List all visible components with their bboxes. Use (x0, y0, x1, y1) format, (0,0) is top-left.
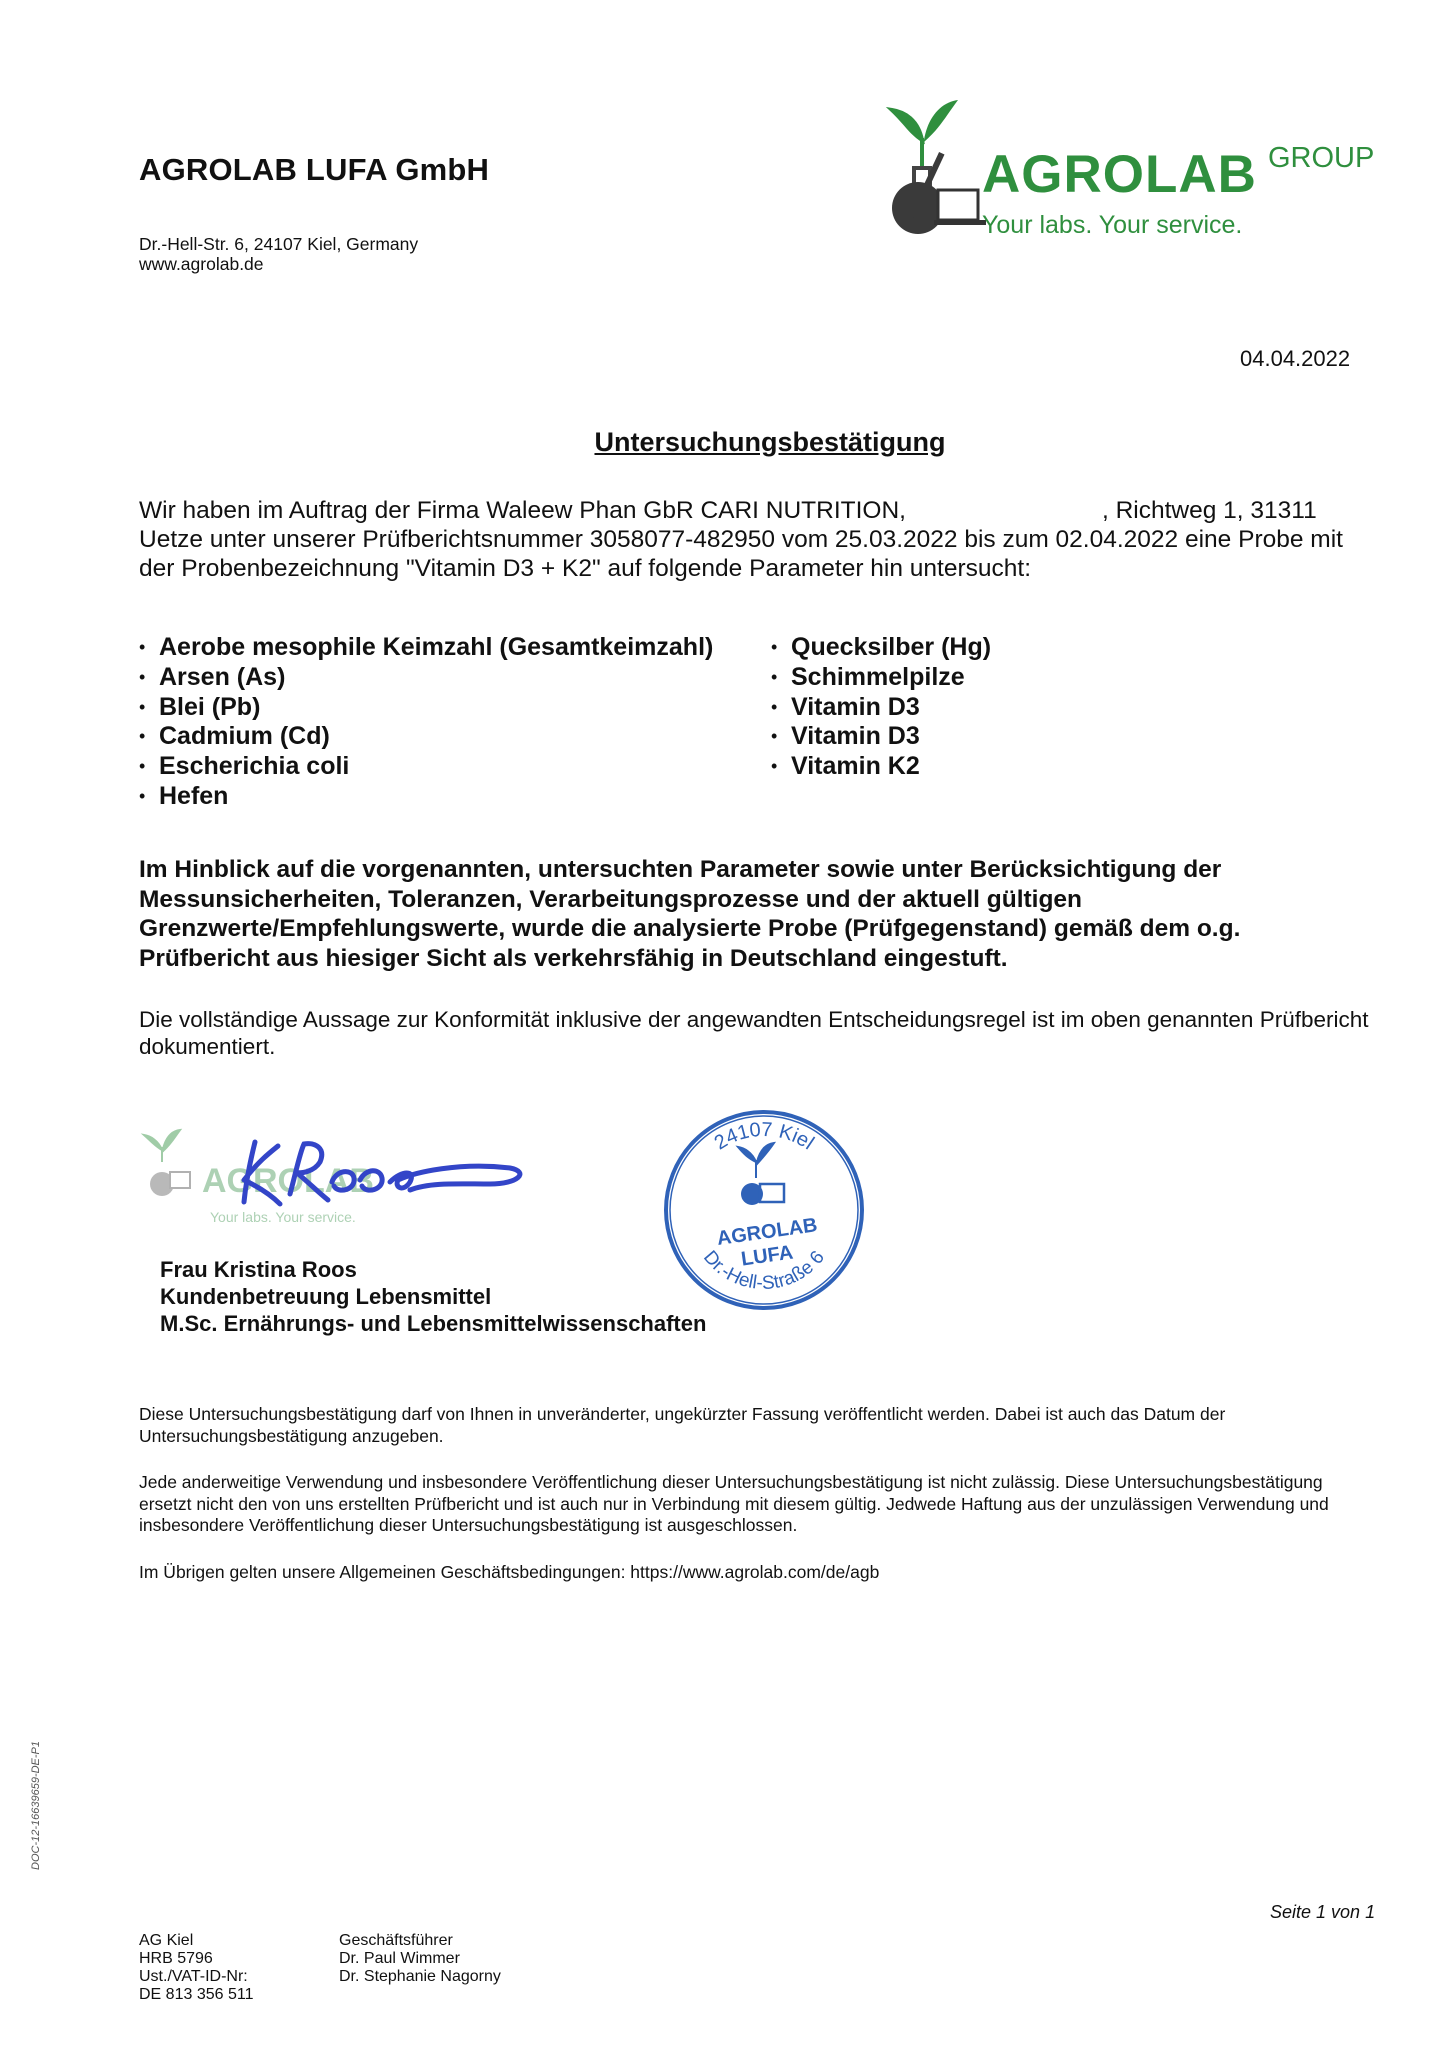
bullet: • (771, 726, 778, 747)
footnote-publication: Diese Untersuchungsbestätigung darf von Ihnen in unveränderter, ungekürzter Fassung veröffentlicht werden. Dabei ist auch das Datum der Untersuchungsbestätigung anzugeben. (139, 1404, 1226, 1446)
parameter-label: Quecksilber (Hg) (791, 633, 992, 661)
parameter-item (771, 633, 1171, 663)
stamp-top-text: 24107 Kiel (710, 1118, 818, 1155)
logo-tagline: Your labs. Your service. (982, 211, 1243, 239)
bullet: • (139, 726, 146, 747)
parameter-item (139, 663, 759, 693)
footer-line: DE 813 356 511 (139, 1986, 254, 2003)
footer-line: HRB 5796 (139, 1950, 213, 1967)
signature-logo-tagline: Your labs. Your service. (210, 1209, 356, 1225)
intro-part2: , Richtweg 1, 31311 Uetze unter unserer Prüfberichtsnummer 3058077-482950 vom 25.03.2022 bis zum 02.04.2022 eine Probe mit der Probenbezeichnung "Vitamin D3 + K2" auf folgende Parameter hin untersucht: (139, 497, 1343, 582)
company-address (139, 234, 418, 274)
signature-icon (140, 1122, 530, 1242)
bullet: • (139, 696, 146, 717)
footnote-restriction: Jede anderweitige Verwendung und insbesondere Veröffentlichung dieser Untersuchungsbestätigung ist nicht zulässig. Diese Untersuchungsbestätigung ersetzt nicht den von uns erstellten Prüfbericht und ist auch nur in Verbindung mit diesem gültig. Jedwede Haftung aus der unzulässigen Verwendung und insbesondere Veröffentlichung dieser Untersuchungsbestätigung ist ausgeschlossen. (139, 1472, 1329, 1535)
parameter-item (771, 752, 1171, 782)
page-number: Seite 1 von 1 (1270, 1902, 1376, 1922)
bullet: • (139, 785, 146, 806)
stamp-bottom-text: Dr.-Hell-Straße 6 (699, 1246, 829, 1295)
stamp-line1: AGROLAB (715, 1214, 819, 1250)
parameter-item (139, 722, 759, 752)
conclusion-paragraph: Im Hinblick auf die vorgenannten, untersuchten Parameter sowie unter Berücksichtigung der Messunsicherheiten, Toleranzen, Verarbeitungsprozesse und der aktuell gültigen Grenzwerte/Empfehlungswerte, wurde die analysierte Probe (Prüfgegenstand) gemäß dem o.g. Prüfbericht aus hiesiger Sicht als verkehrsfähig in Deutschland eingestuft. (139, 856, 1241, 972)
footer-line: AG Kiel (139, 1932, 194, 1949)
conformity-paragraph: Die vollständige Aussage zur Konformität inklusive der angewandten Entscheidungsregel ist im oben genannten Prüfbericht dokumentiert. (139, 1007, 1369, 1059)
footer-line: Ust./VAT-ID-Nr: (139, 1968, 248, 1985)
signer-degree: M.Sc. Ernährungs- und Lebensmittelwissenschaften (160, 1311, 707, 1336)
bullet: • (139, 666, 146, 687)
logo-wordmark: AGROLAB (982, 145, 1257, 204)
signer-role: Kundenbetreuung Lebensmittel (160, 1284, 492, 1309)
document-date: 04.04.2022 (1240, 346, 1351, 371)
footer-line: Dr. Paul Wimmer (339, 1950, 460, 1967)
parameter-item (139, 633, 759, 663)
parameter-item (771, 722, 1171, 752)
stamp-line2: LUFA (739, 1241, 795, 1271)
parameter-label: Aerobe mesophile Keimzahl (Gesamtkeimzahl) (159, 633, 714, 661)
parameter-item (139, 752, 759, 782)
company-name: AGROLAB LUFA GmbH (139, 152, 490, 187)
footer-line: Dr. Stephanie Nagorny (339, 1968, 501, 1985)
bullet: • (139, 637, 146, 657)
signature-logo-word: AGROLAB (202, 1162, 374, 1200)
address-website: www.agrolab.de (139, 254, 264, 274)
parameter-item (139, 782, 759, 812)
parameter-item (771, 663, 1171, 693)
document-code: DOC-12-16639659-DE-P1 (30, 1740, 42, 1870)
signer-block (160, 1256, 706, 1337)
parameter-item (139, 693, 759, 723)
parameter-label: Arsen (As) (159, 662, 286, 691)
logo-group-label: GROUP (1268, 142, 1375, 174)
footer-registry (139, 1932, 253, 2004)
parameter-label: Vitamin D3 (791, 722, 920, 751)
parameter-label: Hefen (159, 781, 229, 810)
footnote-terms: Im Übrigen gelten unsere Allgemeinen Geschäftsbedingungen: https://www.agrolab.com/de/agb (139, 1562, 880, 1582)
signer-name: Frau Kristina Roos (160, 1257, 357, 1282)
intro-paragraph (139, 496, 1359, 583)
footer-line: Geschäftsführer (339, 1932, 453, 1949)
address-street: Dr.-Hell-Str. 6, 24107 Kiel, Germany (139, 234, 419, 254)
bullet: • (771, 666, 778, 687)
bullet: • (771, 756, 778, 777)
parameter-label: Escherichia coli (159, 752, 350, 781)
document-title: Untersuchungsbestätigung (594, 427, 946, 457)
intro-part1: Wir haben im Auftrag der Firma Waleew Phan GbR CARI NUTRITION, (139, 497, 906, 524)
parameter-item (771, 693, 1171, 723)
parameter-label: Cadmium (Cd) (159, 722, 330, 751)
footer-management (339, 1932, 501, 1986)
parameter-label: Blei (Pb) (159, 692, 261, 721)
parameter-label: Schimmelpilze (791, 662, 965, 691)
parameter-label: Vitamin K2 (791, 752, 920, 781)
parameter-label: Vitamin D3 (791, 692, 920, 721)
bullet: • (771, 637, 778, 657)
bullet: • (771, 696, 778, 717)
parameter-list-right (771, 633, 1171, 782)
bullet: • (139, 756, 146, 777)
parameter-list-left (139, 633, 759, 812)
